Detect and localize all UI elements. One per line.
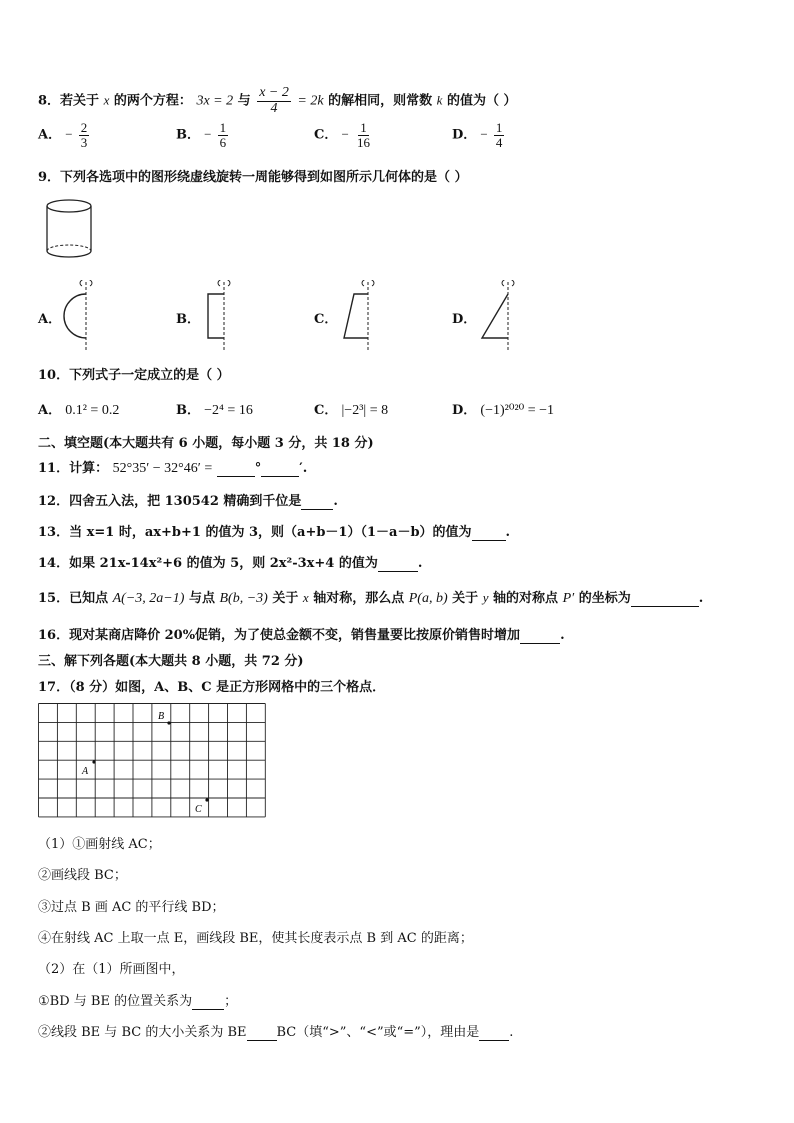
q16-period: .	[560, 628, 565, 643]
option-fraction	[79, 121, 90, 149]
option-fraction	[494, 121, 505, 149]
q9-option-a-figure	[60, 280, 104, 352]
q17-title: 17．（8 分）如图，A、B、C 是正方形网格中的三个格点．	[38, 680, 386, 695]
q15-point-p: P(a, b)	[408, 591, 448, 606]
q15-p4: 轴对称，那么点	[313, 591, 405, 606]
q8-eq1: 3x = 2	[196, 93, 234, 109]
q12-text: 12．四舍五入法，把 130542 精确到千位是	[38, 494, 302, 509]
q9-option-a-label: A．	[38, 312, 62, 327]
option-expr: (−1)²⁰²⁰ = −1	[480, 403, 555, 418]
q8-eq2-rhs: = 2k	[297, 93, 324, 109]
q9-option-d-label: D．	[452, 312, 477, 327]
q17-s6-end: ；	[224, 994, 238, 1009]
grid-point-c	[205, 798, 208, 801]
option-fraction	[218, 121, 229, 149]
q17-step-2: ②画线段 BC；	[38, 868, 127, 883]
q13-text: 13．当 x=1 时，ax+b+1 的值为 3，则（a+b－1）（1－a－b）的值为	[38, 525, 472, 540]
grid-label-b: B	[158, 711, 165, 722]
q16-text: 16．现对某商店降价 20%促销，为了使总金额不变，销售量要比按原价销售时增加	[38, 628, 521, 643]
q8-mid1: 的两个方程：	[113, 93, 192, 109]
q14-text: 14．如果 21x-14x²+6 的值为 5，则 2x²-3x+4 的值为	[38, 556, 378, 571]
section-3-heading: 三、解下列各题(本大题共 8 小题，共 72 分)	[38, 654, 304, 669]
option-expr: −2⁴ = 16	[204, 403, 253, 418]
option-sign: −	[480, 126, 488, 142]
q8-frac-num: x − 2	[259, 85, 289, 100]
q15-p7: 的坐标为	[578, 591, 631, 606]
frac-num: 1	[360, 120, 367, 135]
q15-point-p-prime: P′	[562, 591, 575, 606]
q11-minute: ′.	[299, 461, 308, 476]
q8-option-d	[452, 121, 506, 149]
option-label: A．	[38, 127, 62, 143]
q12-blank[interactable]	[301, 494, 333, 510]
option-fraction	[355, 121, 372, 149]
option-label: C．	[314, 403, 338, 418]
q13-blank[interactable]	[472, 525, 506, 541]
q17-step-4: ④在射线 AC 上取一点 E，画线段 BE，使其长度表示点 B 到 AC 的距离；	[38, 931, 473, 946]
q17-s6-blank[interactable]	[192, 994, 224, 1010]
q15-p6: 轴的对称点	[493, 591, 559, 606]
q9-option-b-label: B．	[176, 312, 200, 327]
q8-mid2: 与	[237, 93, 251, 109]
q15-p5: 关于	[452, 591, 479, 606]
q8-var-k: k	[436, 92, 443, 108]
q14	[38, 552, 422, 572]
option-label: B．	[176, 127, 200, 143]
q10-stem: 10．下列式子一定成立的是（ ）	[38, 368, 230, 383]
q8-frac-den: 4	[270, 100, 278, 116]
q9-option-c-label: C．	[314, 312, 338, 327]
q17-s6-text: ①BD 与 BE 的位置关系为	[38, 994, 193, 1009]
q17-step-5: （2）在（1）所画图中，	[38, 962, 185, 977]
option-label: C．	[314, 127, 338, 143]
frac-den: 16	[356, 134, 370, 150]
option-label: D．	[452, 403, 477, 418]
q14-blank[interactable]	[378, 556, 418, 572]
q8-fraction	[257, 86, 291, 116]
frac-num: 1	[495, 120, 503, 135]
q11-expr: 52°35′ − 32°46′ =	[112, 461, 213, 476]
q10-option-c	[314, 399, 388, 419]
grid-point-b	[167, 721, 170, 724]
grid-point-a	[92, 760, 95, 763]
q9-stem: 9．下列各选项中的图形绕虚线旋转一周能够得到如图所示几何体的是（ ）	[38, 170, 468, 185]
cylinder-figure	[42, 196, 102, 264]
q14-period: .	[417, 556, 423, 571]
q17-step-3: ③过点 B 画 AC 的平行线 BD；	[38, 900, 225, 915]
q9-option-c-figure	[336, 280, 380, 352]
q17-s7-blank-2[interactable]	[479, 1025, 509, 1041]
q17-s7a-text: ②线段 BE 与 BC 的大小关系为 BE	[38, 1025, 247, 1040]
option-expr: 0.1² = 0.2	[65, 403, 120, 418]
q9-option-d-figure	[474, 280, 518, 352]
q15	[38, 587, 703, 607]
q11	[38, 457, 307, 477]
q8-suffix: 的值为（ ）	[446, 93, 517, 109]
q8-option-a	[38, 121, 91, 149]
q17-period: .	[509, 1025, 514, 1040]
option-sign: −	[65, 126, 73, 142]
frac-num: 1	[219, 120, 227, 135]
q12	[38, 490, 338, 510]
q15-x: x	[302, 590, 309, 605]
q15-point-b: B(b, −3)	[219, 591, 268, 606]
frac-den: 3	[80, 134, 88, 150]
q10-option-b	[176, 399, 253, 419]
frac-num: 2	[80, 120, 88, 135]
q15-point-a: A(−3, 2a−1)	[112, 591, 185, 606]
q15-blank[interactable]	[631, 591, 699, 607]
q17-step-7	[38, 1021, 513, 1041]
q10-option-a	[38, 399, 119, 419]
q8-prefix: 8．若关于	[38, 93, 100, 109]
q13-period: .	[505, 525, 511, 540]
q8-option-b	[176, 121, 230, 149]
q11-degree: °	[254, 461, 262, 476]
grid-label-c: C	[195, 804, 202, 815]
frac-den: 6	[219, 134, 227, 150]
q12-period: .	[333, 494, 338, 509]
q15-p2: 与点	[188, 591, 215, 606]
q16-blank[interactable]	[520, 628, 560, 644]
section-2-heading: 二、填空题(本大题共有 6 小题，每小题 3 分，共 18 分)	[38, 436, 374, 451]
q17-s7-blank-1[interactable]	[247, 1025, 277, 1041]
q8-var-x: x	[103, 92, 110, 108]
q16	[38, 624, 565, 644]
q15-p1: 15．已知点	[38, 591, 109, 606]
q11-blank-min[interactable]	[261, 461, 299, 477]
option-sign: −	[341, 126, 349, 142]
q8-stem	[38, 85, 517, 116]
q17-step-6	[38, 990, 237, 1010]
q15-period: .	[698, 591, 704, 606]
q11-blank-deg[interactable]	[217, 461, 255, 477]
q15-p3: 关于	[272, 591, 299, 606]
q13	[38, 521, 510, 541]
q9-option-b-figure	[198, 280, 242, 352]
q8-mid3: 的解相同，则常数	[328, 93, 433, 109]
option-expr: |−2³| = 8	[341, 403, 389, 418]
option-label: A．	[38, 403, 62, 418]
grid-label-a: A	[82, 766, 89, 777]
frac-den: 4	[495, 134, 503, 150]
q10-option-d	[452, 399, 554, 419]
q17-grid-figure	[38, 703, 268, 819]
option-label: B．	[176, 403, 200, 418]
q17-s7b-text: BC（填“>”、“<”或“=”），理由是	[276, 1025, 480, 1040]
q8-option-c	[314, 121, 374, 149]
option-label: D．	[452, 127, 477, 143]
q15-y: y	[482, 590, 489, 605]
q17-step-1: （1）①画射线 AC；	[38, 837, 161, 852]
option-sign: −	[204, 126, 212, 142]
q11-prefix: 11．计算：	[38, 461, 109, 476]
